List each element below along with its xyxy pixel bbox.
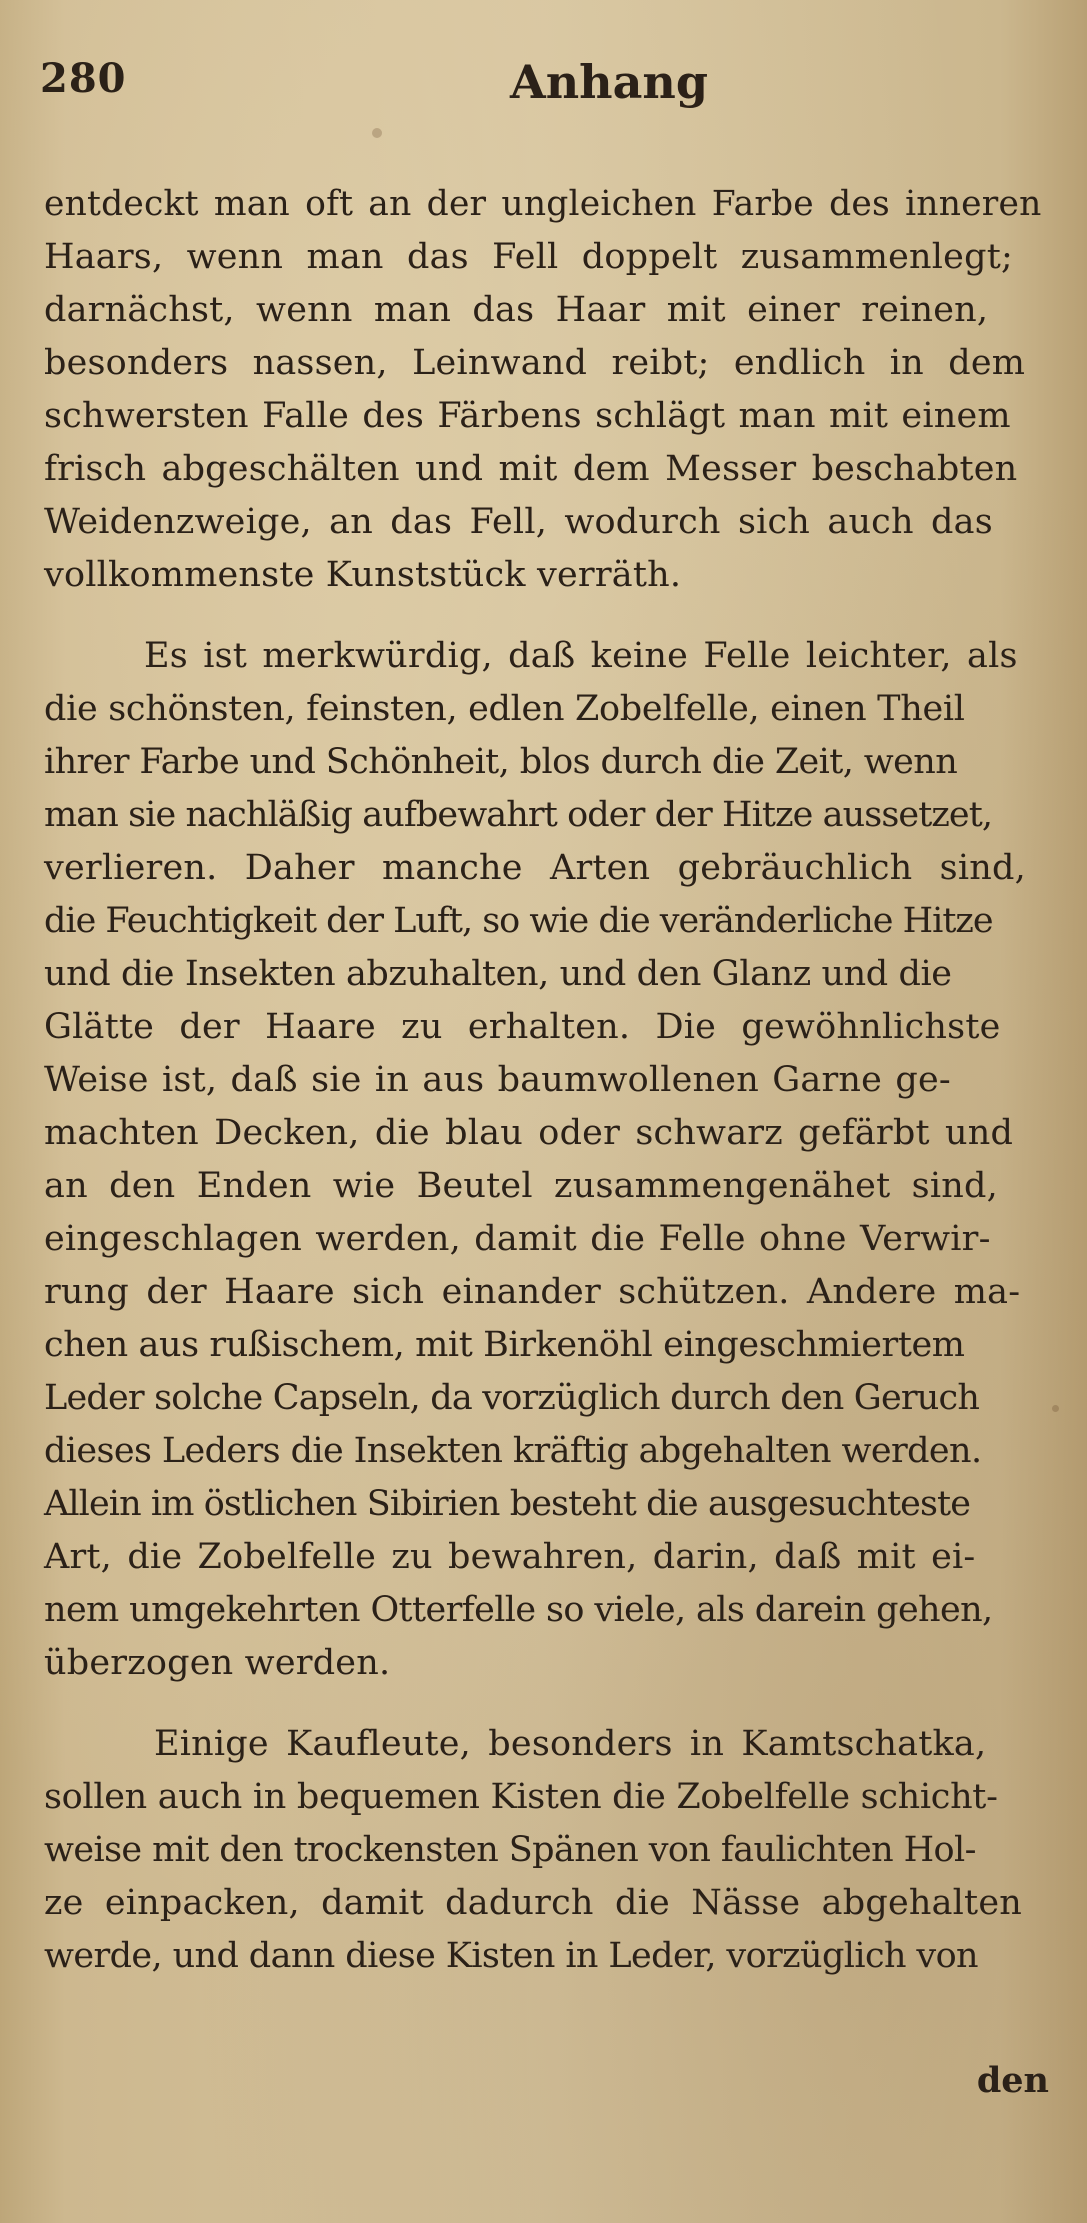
text-line: ihrer Farbe und Schönheit, blos durch die Zeit, wenn <box>44 742 958 782</box>
text-line: besonders nassen, Leinwand reibt; endlich in dem <box>44 343 1026 383</box>
text-line: dieses Leders die Insekten kräftig abgehalten werden. <box>44 1431 982 1471</box>
text-line: werde, und dann diese Kisten in Leder, vorzüglich von <box>44 1936 978 1976</box>
text-line: schwersten Falle des Färbens schlägt man mit einem <box>44 396 1011 436</box>
page-header <box>40 55 1040 125</box>
text-line: an den Enden wie Beutel zusammengenähet sind, <box>44 1166 998 1206</box>
text-line: die Feuchtigkeit der Luft, so wie die veränderliche Hitze <box>44 901 993 941</box>
text-line: Art, die Zobelfelle zu bewahren, darin, daß mit ei- <box>44 1537 976 1577</box>
text-line: Allein im östlichen Sibirien besteht die ausgesuchteste <box>44 1484 971 1524</box>
running-head: Anhang <box>510 55 708 109</box>
text-line: entdeckt man oft an der ungleichen Farbe des inneren <box>44 184 1042 224</box>
text-line: Weidenzweige, an das Fell, wodurch sich auch das <box>44 502 993 542</box>
paragraph-gap <box>44 602 1054 630</box>
text-line: die schönsten, feinsten, edlen Zobelfelle, einen Theil <box>44 689 965 729</box>
page-number: 280 <box>40 55 127 102</box>
text-line: Glätte der Haare zu erhalten. Die gewöhnlichste <box>44 1007 1001 1047</box>
text-line: verlieren. Daher manche Arten gebräuchlich sind, <box>44 848 1026 888</box>
text-line: vollkommenste Kunststück verräth. <box>44 555 682 595</box>
body-text <box>44 178 1054 1983</box>
text-line: Weise ist, daß sie in aus baumwollenen Garne ge- <box>44 1060 951 1100</box>
text-line: Einige Kaufleute, besonders in Kamtschatka, <box>154 1724 987 1764</box>
paragraph-2 <box>44 630 1054 1690</box>
text-line: Es ist merkwürdig, daß keine Felle leichter, als <box>144 636 1018 676</box>
paper-stain <box>372 128 382 138</box>
text-line: eingeschlagen werden, damit die Felle ohne Verwir- <box>44 1219 991 1259</box>
text-line: darnächst, wenn man das Haar mit einer reinen, <box>44 290 989 330</box>
text-line: Leder solche Capseln, da vorzüglich durch den Geruch <box>44 1378 980 1418</box>
text-line: rung der Haare sich einander schützen. Andere ma- <box>44 1272 1021 1312</box>
text-line: chen aus rußischem, mit Birkenöhl eingeschmiertem <box>44 1325 965 1365</box>
text-line: man sie nachläßig aufbewahrt oder der Hitze aussetzet, <box>44 795 993 835</box>
text-line: nem umgekehrten Otterfelle so viele, als darein gehen, <box>44 1590 993 1630</box>
text-line: ze einpacken, damit dadurch die Nässe abgehalten <box>44 1883 1022 1923</box>
text-line: weise mit den trockensten Spänen von faulichten Hol- <box>44 1830 976 1870</box>
paragraph-gap <box>44 1690 1054 1718</box>
text-line: und die Insekten abzuhalten, und den Glanz und die <box>44 954 952 994</box>
text-line: sollen auch in bequemen Kisten die Zobelfelle schicht- <box>44 1777 998 1817</box>
text-line: frisch abgeschälten und mit dem Messer beschabten <box>44 449 1018 489</box>
text-line: Haars, wenn man das Fell doppelt zusammenlegt; <box>44 237 1013 277</box>
text-line: machten Decken, die blau oder schwarz gefärbt und <box>44 1113 1014 1153</box>
paragraph-1 <box>44 178 1054 602</box>
paragraph-3 <box>44 1718 1054 1983</box>
catchword: den <box>976 2060 1049 2101</box>
text-line: überzogen werden. <box>44 1643 391 1683</box>
